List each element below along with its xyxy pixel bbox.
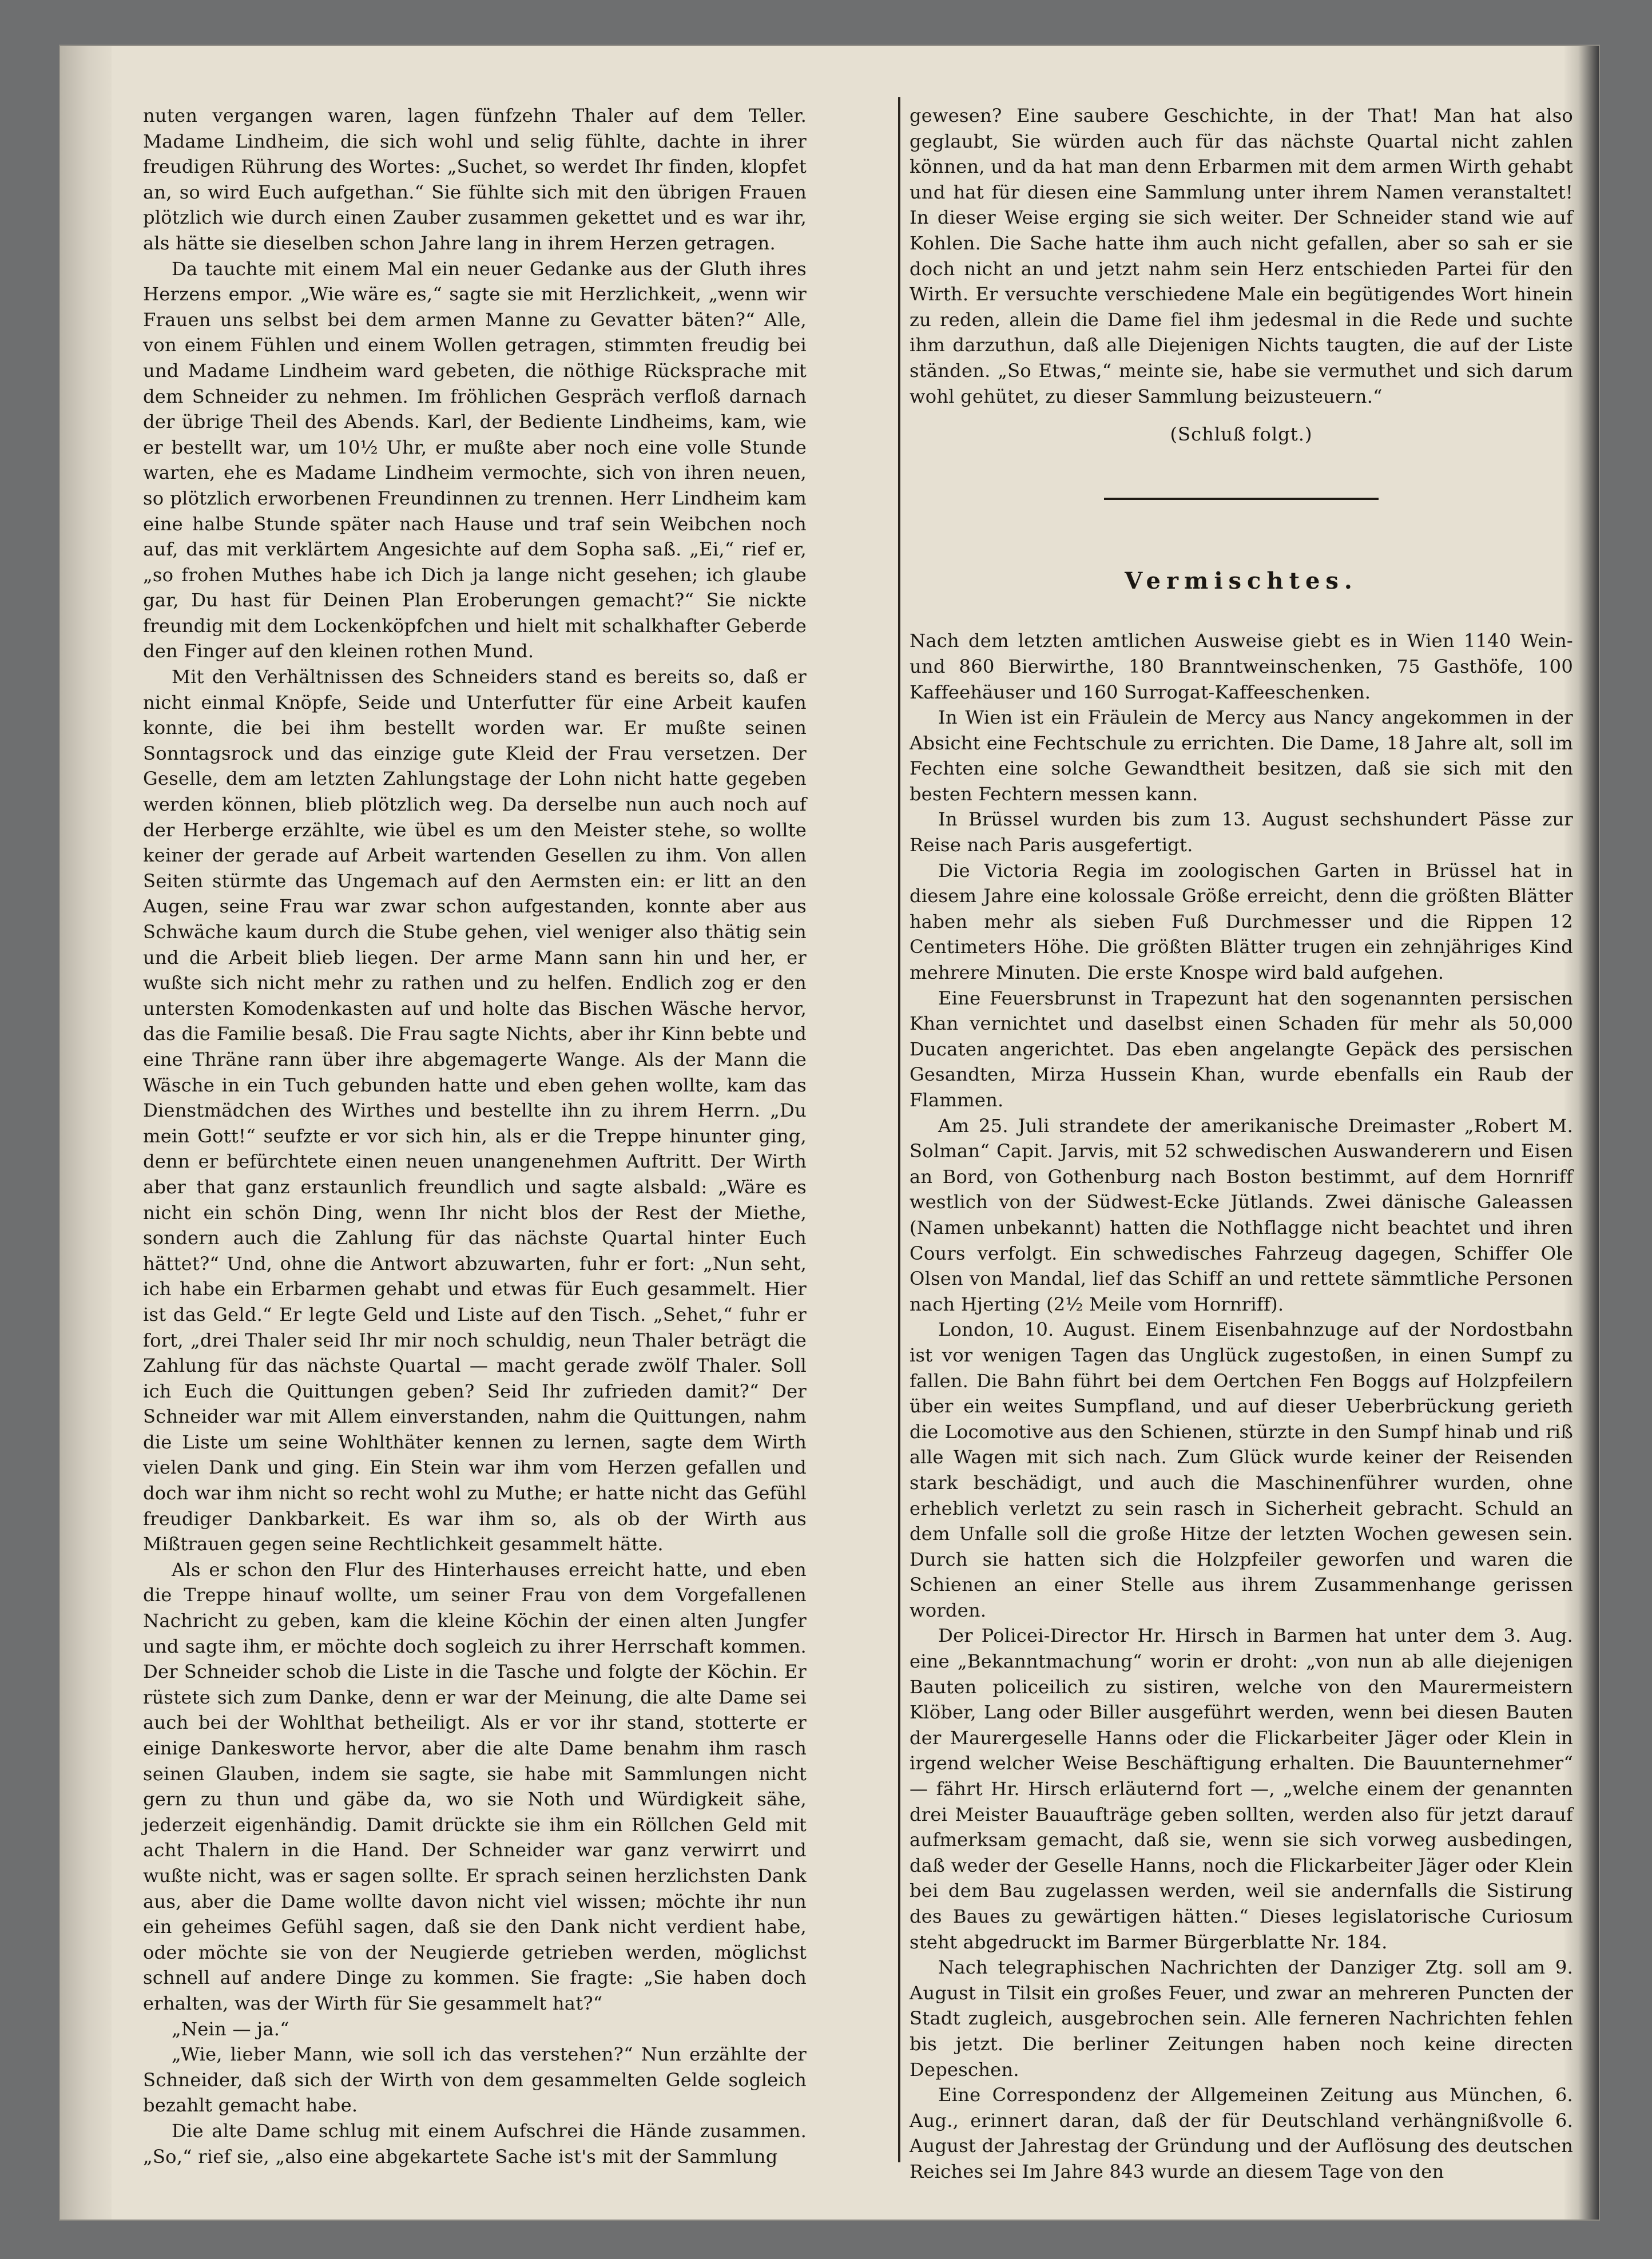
section-rule	[1104, 498, 1379, 500]
newspaper-page	[60, 46, 1599, 2220]
story-paragraph: Da tauchte mit einem Mal ein neuer Gedanke aus der Gluth ihres Herzens empor. „Wie wäre es,“ sagte sie mit Herzlichkeit, „wenn wir Frauen uns selbst bei dem armen Manne zu Gevatter bäten?“ Alle, von einem Fühlen und einem Wollen getragen, stimmten freudig bei und Madame Lindheim ward gebeten, die nöthige Rücksprache mit dem Schneider zu nehmen. Im fröhlichen Gespräch verfloß darnach der übrige Theil des Abends. Karl, der Bediente Lindheims, kam, wie er bestellt war, um 10½ Uhr, er mußte aber noch eine volle Stunde warten, ehe es Madame Lindheim vermochte, sich von ihren neuen, so plötzlich erworbenen Freundinnen zu trennen. Herr Lindheim kam eine halbe Stunde später nach Hause und traf sein Weibchen noch auf, das mit verklärtem Angesichte auf dem Sopha saß. „Ei,“ rief er, „so frohen Muthes habe ich Dich ja lange nicht gesehen; ich glaube gar, Du hast für Deinen Plan Eroberungen gemacht?“ Sie nickte freundig mit dem Lockenköpfchen und hielt mit schalkhafter Geberde den Finger auf den kleinen rothen Mund.	[143, 257, 807, 662]
news-item: In Wien ist ein Fräulein de Mercy aus Nancy angekommen in der Absicht eine Fechtschule zu errichten. Die Dame, 18 Jahre alt, soll im Fechten eine solche Gewandtheit besitzen, daß sie sich mit den besten Fechtern messen kann.	[910, 706, 1573, 805]
news-item: Nach telegraphischen Nachrichten der Danziger Ztg. soll am 9. August in Tilsit ein großes Feuer, und zwar an mehreren Puncten der Stadt zugleich, ausgebrochen sein. Alle ferneren Nachrichten fehlen bis jetzt. Die berliner Zeitungen haben noch keine directen Depeschen.	[910, 1956, 1573, 2081]
news-item: Nach dem letzten amtlichen Ausweise giebt es in Wien 1140 Wein- und 860 Bierwirthe, 180 Branntweinschenken, 75 Gasthöfe, 100 Kaffeehäuser und 160 Surrogat-Kaffeeschenken.	[910, 630, 1573, 703]
news-item: In Brüssel wurden bis zum 13. August sechshundert Pässe zur Reise nach Paris ausgefertigt.	[910, 808, 1573, 856]
continued-note: (Schluß folgt.)	[1170, 423, 1313, 446]
story-ending: gewesen? Eine saubere Geschichte, in der That! Man hat also geglaubt, Sie würden auch für das nächste Quartal nicht zahlen können, und da hat man denn Erbarmen mit dem armen Wirth gehabt und hat für diesen eine Sammlung unter ihrem Namen veranstaltet! In dieser Weise erging sie sich weiter. Der Schneider stand wie auf Kohlen. Die Sache hatte ihm auch nicht gefallen, aber so sah er sie doch nicht an und jetzt nahm sein Herz entschieden Partei für den Wirth. Er versuchte verschiedene Male ein begütigendes Wort hinein zu reden, allein die Dame fiel ihm jedesmal in die Rede und suchte ihm darzuthun, daß alle Diejenigen Nichts taugten, die auf der Liste ständen. „So Etwas,“ meinte sie, habe sie vermuthet und sich darum wohl gehütet, zu dieser Sammlung beizusteuern.“	[910, 105, 1573, 407]
story-paragraph: Als er schon den Flur des Hinterhauses erreicht hatte, und eben die Treppe hinauf wollte, um seiner Frau von dem Vorgefallenen Nachricht zu geben, kam die kleine Köchin der einen alten Jungfer und sagte ihm, er möchte doch sogleich zu ihrer Herrschaft kommen. Der Schneider schob die Liste in die Tasche und folgte der Köchin. Er rüstete sich zum Danke, denn er war der Meinung, die alte Dame sei auch bei der Wohlthat betheiligt. Als er vor ihr stand, stotterte er einige Dankesworte hervor, aber die alte Dame benahm ihm rasch seinen Glauben, indem sie sagte, sie habe mit Sammlungen nicht gern zu thun und gäbe da, wo sie Noth und Würdigkeit sähe, jederzeit eigenhändig. Damit drückte sie ihm ein Röllchen Geld mit acht Thalern in die Hand. Der Schneider war ganz verwirrt und wußte nicht, was er sagen sollte. Er sprach seinen herzlichsten Dank aus, aber die Dame wollte davon nicht viel wissen; möchte ihr nun ein geheimes Gefühl sagen, daß sie den Dank nicht verdient habe, oder möchte sie von der Neugierde getrieben werden, möglichst schnell auf andere Dinge zu kommen. Sie fragte: „Sie haben doch erhalten, was der Wirth für Sie gesammelt hat?“	[143, 1558, 807, 2014]
news-item: Eine Feuersbrunst in Trapezunt hat den sogenannten persischen Khan vernichtet und daselbst einen Schaden für mehr als 50,000 Ducaten angerichtet. Das eben angelangte Gepäck des persischen Gesandten, Mirza Hussein Khan, wurde ebenfalls ein Raub der Flammen.	[910, 987, 1573, 1111]
right-column	[910, 103, 1573, 2182]
news-item: London, 10. August. Einem Eisenbahnzuge auf der Nordostbahn ist vor wenigen Tagen das Unglück zugestoßen, in einen Sumpf zu fallen. Die Bahn führt bei dem Oertchen Fen Boggs auf Holzpfeilern über ein weites Sumpfland, und auf dieser Ueberbrückung gerieth die Locomotive aus den Schienen, stürzte in den Sumpf hinab und riß alle Wagen mit sich nach. Zum Glück wurde keiner der Reisenden stark beschädigt, und auch die Maschinenführer wurden, ohne erheblich verletzt zu sein rasch in Sicherheit gebracht. Schuld an dem Unfalle soll die große Hitze der letzten Wochen gewesen sein. Durch sie hatten sich die Holzpfeiler geworfen und waren die Schienen an einer Stelle aus ihrem Zusammenhange gerissen worden.	[910, 1319, 1573, 1621]
section-title: Vermischtes.	[1125, 567, 1358, 594]
story-paragraph: Die alte Dame schlug mit einem Aufschrei die Hände zusammen. „So,“ rief sie, „also eine abgekartete Sache ist's mit der Sammlung	[143, 2119, 807, 2167]
column-divider	[898, 97, 900, 2162]
page-edge-left	[60, 46, 112, 2220]
story-paragraph: „Wie, lieber Mann, wie soll ich das verstehen?“ Nun erzählte der Schneider, daß sich der Wirth von dem gesammelten Gelde sogleich bezahlt gemacht habe.	[143, 2043, 807, 2117]
story-paragraph: nuten vergangen waren, lagen fünfzehn Thaler auf dem Teller. Madame Lindheim, die sich wohl und selig fühlte, dachte in ihrer freudigen Rührung des Wortes: „Suchet, so werdet Ihr finden, klopfet an, so wird Euch aufgethan.“ Sie fühlte sich mit den übrigen Frauen plötzlich wie durch einen Zauber zusammen gekettet und es war ihr, als hätte sie dieselben schon Jahre lang in ihrem Herzen getragen.	[143, 105, 807, 254]
news-item: Die Victoria Regia im zoologischen Garten in Brüssel hat in diesem Jahre eine kolossale Größe erreicht, denn die größten Blätter haben mehr als sieben Fuß Durchmesser und die Rippen 12 Centimeters Höhe. Die größten Blätter trugen ein zehnjähriges Kind mehrere Minuten. Die erste Knospe wird bald aufgehen.	[910, 859, 1573, 984]
story-paragraph: Mit den Verhältnissen des Schneiders stand es bereits so, daß er nicht einmal Knöpfe, Seide und Unterfutter für eine Arbeit kaufen konnte, die bei ihm bestellt worden war. Er mußte seinen Sonntagsrock und das einzige gute Kleid der Frau versetzen. Der Geselle, dem am letzten Zahlungstage der Lohn nicht hatte gegeben werden können, blieb plötzlich weg. Da derselbe nun auch noch auf der Herberge erzählte, wie übel es um den Meister stehe, so wollte keiner der gerade auf Arbeit wartenden Gesellen zu ihm. Von allen Seiten stürmte das Ungemach auf den Aermsten ein: er litt an den Augen, seine Frau war zwar schon aufgestanden, konnte aber aus Schwäche kaum durch die Stube gehen, viel weniger also thätig sein und die Arbeit blieb liegen. Der arme Mann sann hin und her, er wußte sich nicht mehr zu rathen und zu helfen. Endlich zog er den untersten Komodenkasten auf und holte das Bischen Wäsche hervor, das die Familie besaß. Die Frau sagte Nichts, aber ihr Kinn bebte und eine Thräne rann über ihre abgemagerte Wange. Als der Mann die Wäsche in ein Tuch gebunden hatte und eben gehen wollte, kam das Dienstmädchen des Wirthes und bestellte ihn zu ihrem Herrn. „Du mein Gott!“ seufzte er vor sich hin, als er die Treppe hinunter ging, denn er befürchtete einen neuen unangenehmen Auftritt. Der Wirth aber that ganz erstaunlich freundlich und sagte alsbald: „Wäre es nicht ein schön Ding, wenn Ihr nicht blos der Rest der Miethe, sondern auch die Zahlung für das nächste Quartal hinter Euch hättet?“ Und, ohne die Antwort abzuwarten, fuhr er fort: „Nun seht, ich habe ein Erbarmen gehabt und etwas für Euch gesammelt. Hier ist das Geld.“ Er legte Geld und Liste auf den Tisch. „Sehet,“ fuhr er fort, „drei Thaler seid Ihr mir noch schuldig, neun Thaler beträgt die Zahlung für das nächste Quartal — macht gerade zwölf Thaler. Soll ich Euch die Quittungen geben? Seid Ihr zufrieden damit?“ Der Schneider war mit Allem einverstanden, nahm die Quittungen, nahm die Liste um seine Wohlthäter kennen zu lernen, sagte dem Wirth vielen Dank und ging. Ein Stein war ihm vom Herzen gefallen und doch war ihm nicht so recht wohl zu Muthe; er hatte nicht das Gefühl freudiger Dankbarkeit. Es war ihm so, als ob der Wirth aus Mißtrauen gegen seine Rechtlichkeit gesammelt hätte.	[143, 666, 807, 1555]
news-item: Eine Correspondenz der Allgemeinen Zeitung aus München, 6. Aug., erinnert daran, daß der für Deutschland verhängnißvolle 6. August der Jahrestag der Gründung und der Auflösung des deutschen Reiches sei Im Jahre 843 wurde an diesem Tage von den	[910, 2084, 1573, 2182]
left-column	[143, 103, 807, 2167]
story-paragraph: „Nein — ja.“	[172, 2018, 289, 2040]
news-item: Der Policei-Director Hr. Hirsch in Barmen hat unter dem 3. Aug. eine „Bekanntmachung“ worin er droht: „von nun ab alle diejenigen Bauten policeilich zu sistiren, welche von den Maurermeistern Klöber, Lang oder Biller ausgeführt werden, wenn bei diesen Bauten der Maurergeselle Hanns oder die Flickarbeiter Jäger oder Klein in irgend welcher Weise Beschäftigung erhalten. Die Bauunternehmer“ — fährt Hr. Hirsch erläuternd fort —, „welche einem der genannten drei Meister Bauaufträge geben sollten, werden also für jetzt darauf aufmerksam gemacht, daß sie, wenn sie sich vorweg ausbedingen, daß weder der Geselle Hanns, noch die Flickarbeiter Jäger oder Klein bei dem Bau zugelassen werden, weil sie andernfalls die Sistirung des Baues zu gewärtigen hätten.“ Dieses legislatorische Curiosum steht abgedruckt im Barmer Bürgerblatte Nr. 184.	[910, 1625, 1573, 1953]
news-item: Am 25. Juli strandete der amerikanische Dreimaster „Robert M. Solman“ Capit. Jarvis, mit 52 schwedischen Auswanderern und Eisen an Bord, von Gothenburg nach Boston bestimmt, auf dem Hornriff westlich von der Südwest-Ecke Jütlands. Zwei dänische Galeassen (Namen unbekannt) hatten die Nothflagge nicht beachtet und ihren Cours verfolgt. Ein schwedisches Fahrzeug dagegen, Schiffer Ole Olsen von Mandal, lief das Schiff an und rettete sämmtliche Personen nach Hjerting (2½ Meile vom Hornriff).	[910, 1114, 1573, 1315]
